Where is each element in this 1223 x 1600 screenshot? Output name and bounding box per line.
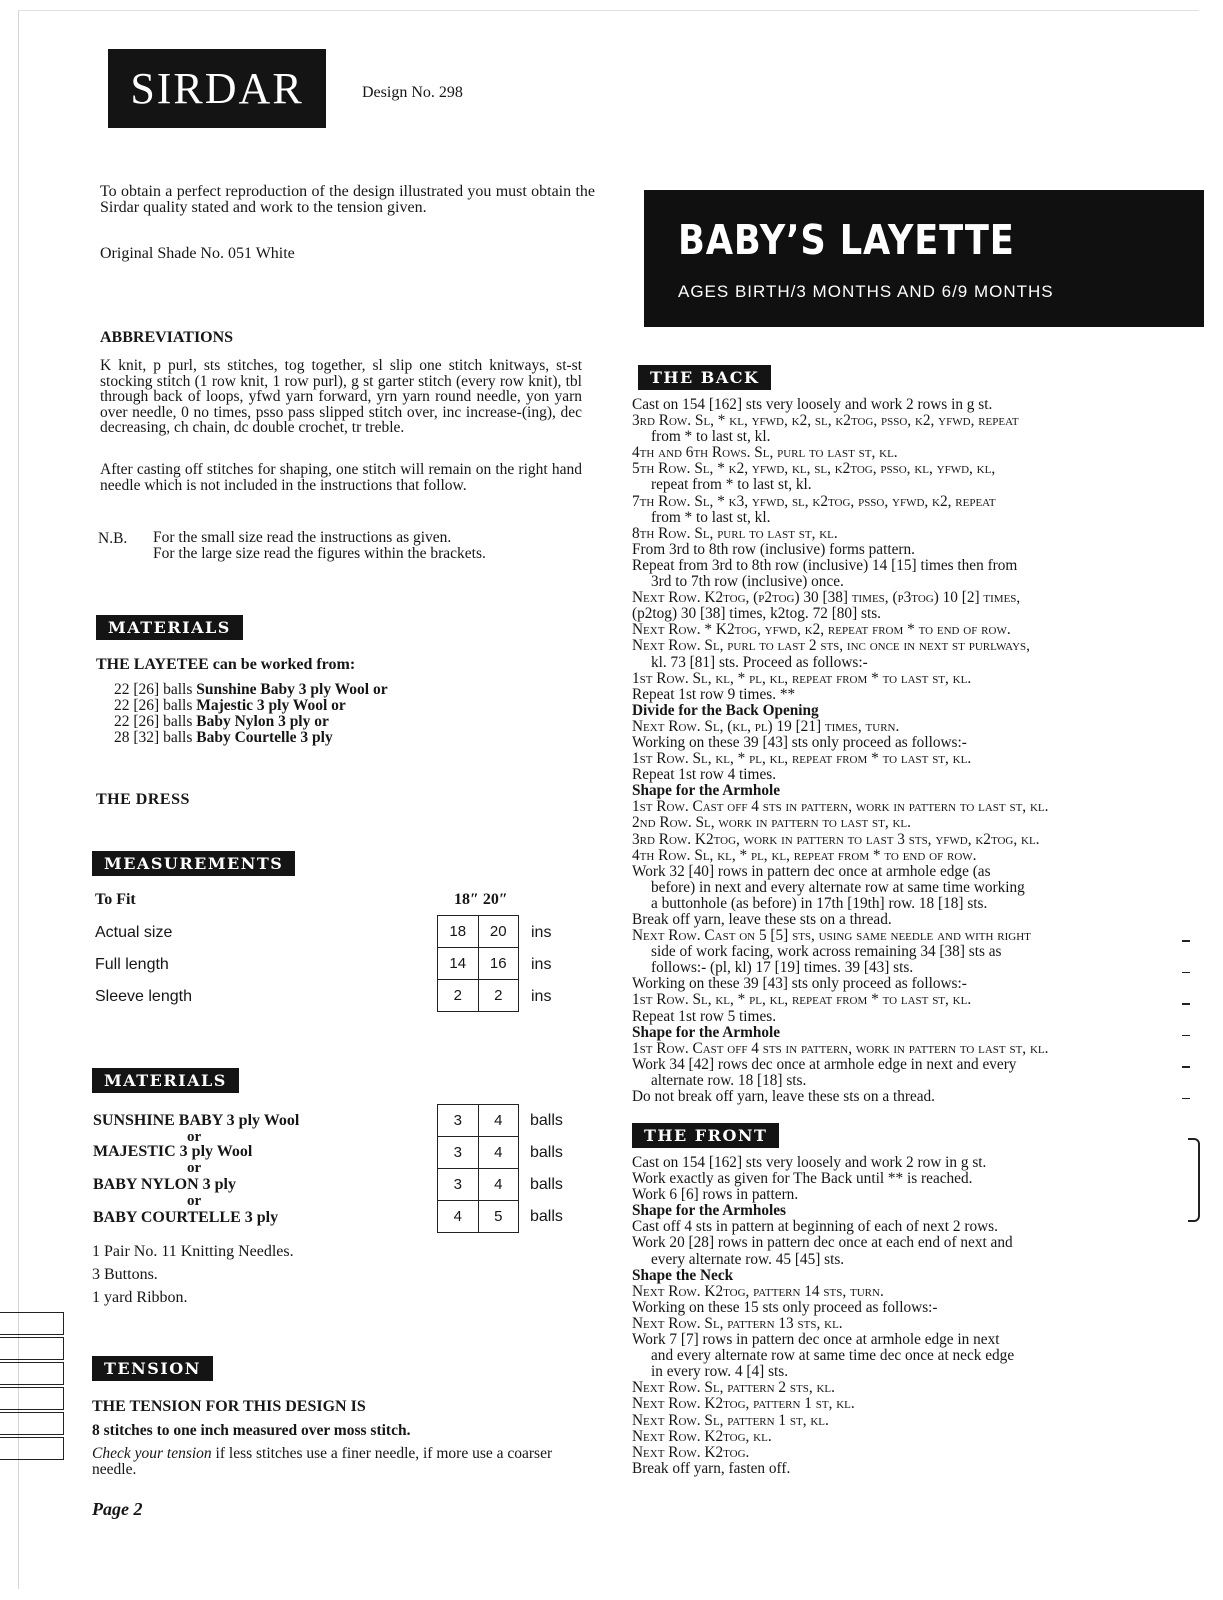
staple-clip: [1188, 1138, 1200, 1222]
tab-marker: [0, 1387, 64, 1410]
table-cell: 20: [478, 916, 519, 948]
tab-marker: [0, 1362, 64, 1385]
tab-marker: [0, 1437, 64, 1460]
instruction-line: From 3rd to 8th row (inclusive) forms pattern.: [632, 540, 915, 558]
extra-item: 1 yard Ribbon.: [92, 1289, 188, 1306]
instruction-line: 1st Row. Sl, kl, * pl, kl, repeat from * to last st, kl.: [632, 991, 972, 1009]
tension-check: Check your tension if less stitches use a finer needle, if more use a coarser needle.: [92, 1445, 553, 1478]
intro-text: To obtain a perfect reproduction of the design illustrated you must obtain the Sirdar quality stated and work to the tension given.: [100, 183, 595, 216]
instruction-line: Repeat 1st row 4 times.: [632, 766, 777, 784]
abbreviations-heading: ABBREVIATIONS: [100, 329, 234, 346]
table-cell: 3: [438, 1137, 479, 1169]
instruction-line: Cast off 4 sts in pattern at beginning of each of next 2 rows.: [632, 1218, 998, 1236]
shaping-note: After casting off stitches for shaping, one stitch will remain on the right hand needle which is not included in the instructions that follow.: [100, 461, 582, 494]
instruction-line: 8th Row. Sl, purl to last st, kl.: [632, 524, 838, 542]
original-shade: Original Shade No. 051 White: [100, 245, 295, 262]
or-label: or: [187, 1129, 202, 1145]
to-fit-label: To Fit: [95, 891, 136, 908]
front-heading: THE FRONT: [632, 1123, 779, 1148]
instruction-line: Next Row. Sl, pattern 13 sts, kl.: [632, 1314, 843, 1332]
instruction-subheading: Shape for the Armhole: [632, 782, 781, 800]
instruction-line: Work 20 [28] rows in pattern dec once at each end of next and: [632, 1234, 1013, 1252]
instruction-line: Work 34 [42] rows dec once at armhole edge in next and every: [632, 1055, 1017, 1073]
instruction-line: alternate row. 18 [18] sts.: [651, 1071, 807, 1089]
material-line: 22 [26] balls Baby Nylon 3 ply or: [114, 713, 329, 730]
back-instructions: [632, 397, 1120, 1105]
table-cell: 2: [438, 980, 479, 1012]
unit-label: ins: [531, 988, 552, 1005]
instruction-line: Repeat 1st row 5 times.: [632, 1007, 777, 1025]
instruction-line: 1st Row. Sl, kl, * pl, kl, repeat from * to last st, kl.: [632, 669, 972, 687]
instruction-line: from * to last st, kl.: [651, 508, 771, 526]
edge-mark: [1182, 1066, 1190, 1068]
measurements-heading: MEASUREMENTS: [92, 851, 295, 876]
instruction-line: Next Row. K2tog.: [632, 1443, 750, 1461]
size-header: 18″ 20″: [454, 891, 508, 908]
material-line: 22 [26] balls Sunshine Baby 3 ply Wool or: [114, 681, 388, 698]
nb-label: N.B.: [98, 530, 128, 547]
instruction-line: Break off yarn, leave these sts on a thread.: [632, 911, 892, 928]
instruction-subheading: Shape for the Armholes: [632, 1202, 786, 1220]
table-cell: 14: [438, 948, 479, 980]
instruction-line: Working on these 39 [43] sts only proceed as follows:-: [632, 975, 967, 993]
table-cell: 2: [478, 980, 519, 1012]
instruction-subheading: Divide for the Back Opening: [632, 701, 819, 719]
instruction-line: 4th and 6th Rows. Sl, purl to last st, kl.: [632, 444, 898, 462]
instruction-line: kl. 73 [81] sts. Proceed as follows:-: [651, 653, 868, 671]
measurements-table: [437, 915, 519, 1012]
instruction-line: Work 32 [40] rows in pattern dec once at armhole edge (as: [632, 862, 991, 880]
instruction-line: every alternate row. 45 [45] sts.: [651, 1250, 845, 1268]
table-cell: 3: [438, 1169, 479, 1201]
front-instructions: [632, 1155, 1120, 1477]
instruction-line: Work 6 [6] rows in pattern.: [632, 1186, 799, 1204]
or-label: or: [187, 1193, 202, 1209]
yarn-name: BABY COURTELLE 3 ply: [93, 1209, 279, 1226]
edge-mark: [1182, 972, 1190, 974]
instruction-line: Next Row. K2tog, pattern 1 st, kl.: [632, 1395, 855, 1413]
instruction-line: Next Row. Cast on 5 [5] sts, using same needle and with right: [632, 927, 1031, 945]
table-cell: 4: [478, 1169, 519, 1201]
instruction-line: Cast on 154 [162] sts very loosely and work 2 row in g st.: [632, 1154, 987, 1171]
instruction-line: Next Row. K2tog, (p2tog) 30 [38] times, (p3tog) 10 [2] times,: [632, 589, 1021, 607]
instruction-line: Next Row. K2tog, pattern 14 sts, turn.: [632, 1282, 884, 1300]
table-cell: 4: [478, 1137, 519, 1169]
title-banner: [644, 190, 1204, 327]
instruction-line: 1st Row. Sl, kl, * pl, kl, repeat from * to last st, kl.: [632, 750, 972, 768]
instruction-line: 1st Row. Cast off 4 sts in pattern, work in pattern to last st, kl.: [632, 798, 1049, 816]
instruction-line: 1st Row. Cast off 4 sts in pattern, work in pattern to last st, kl.: [632, 1039, 1049, 1057]
tab-marker: [0, 1312, 64, 1335]
instruction-line: (p2tog) 30 [38] times, k2tog. 72 [80] sts.: [632, 605, 881, 623]
page-number: Page 2: [92, 1499, 143, 1519]
instruction-line: Repeat 1st row 9 times. **: [632, 685, 796, 703]
materials-list: [114, 682, 388, 746]
table-cell: 16: [478, 948, 519, 980]
instruction-line: and every alternate row at same time dec once at neck edge: [651, 1347, 1015, 1365]
instruction-line: Work exactly as given for The Back until ** is reached.: [632, 1170, 973, 1188]
table-cell: 4: [438, 1201, 479, 1233]
nb-text: [153, 530, 593, 562]
banner-title: BABY’S LAYETTE: [678, 216, 1015, 264]
table-cell: 4: [478, 1105, 519, 1137]
instruction-line: 7th Row. Sl, * k3, yfwd, sl, k2tog, psso, yfwd, k2, repeat: [632, 492, 996, 510]
instruction-line: 3rd Row. K2tog, work in pattern to last 3 sts, yfwd, k2tog, kl.: [632, 830, 1040, 848]
full-length-label: Full length: [95, 956, 169, 973]
instruction-line: Next Row. Sl, pattern 2 sts, kl.: [632, 1379, 835, 1397]
dress-title: THE DRESS: [96, 791, 190, 808]
instruction-line: Break off yarn, fasten off.: [632, 1459, 791, 1477]
table-cell: 3: [438, 1105, 479, 1137]
edge-mark: [1182, 940, 1190, 942]
instruction-line: Next Row. Sl, (kl, pl) 19 [21] times, turn.: [632, 717, 900, 735]
abbreviations-text: K knit, p purl, sts stitches, tog together, sl slip one stitch knitways, st-st stocking stitch (1 row knit, 1 row purl), g st garter stitch (every row knit), tbl through back of loops, yfwd yarn forward, yrn yarn round needle, yon yarn over needle, 0 no times, psso pass slipped stitch over, inc increase-(ing), dec decreasing, ch chain, dc double crochet, tr treble.: [100, 357, 582, 436]
instruction-line: 3rd to 7th row (inclusive) once.: [651, 573, 844, 591]
back-heading: THE BACK: [638, 365, 771, 390]
table-cell: 18: [438, 916, 479, 948]
instruction-line: in every row. 4 [4] sts.: [651, 1363, 789, 1381]
actual-size-label: Actual size: [95, 924, 173, 941]
instruction-line: a buttonhole (as before) in 17th [19th] row. 18 [18] sts.: [651, 894, 988, 912]
unit-label: balls: [530, 1144, 563, 1161]
tension-gauge: 8 stitches to one inch measured over moss stitch.: [92, 1422, 411, 1439]
tab-marker: [0, 1412, 64, 1435]
edge-marks: [1182, 940, 1190, 1129]
instruction-line: Working on these 39 [43] sts only proceed as follows:-: [632, 733, 967, 751]
instruction-subheading: Shape the Neck: [632, 1266, 734, 1284]
materials-heading-2: MATERIALS: [92, 1068, 239, 1093]
instruction-line: 2nd Row. Sl, work in pattern to last st, kl.: [632, 814, 911, 832]
sirdar-logo: [108, 49, 326, 128]
tab-marker: [0, 1337, 64, 1360]
nb-line-1: For the small size read the instructions as given.: [153, 529, 452, 546]
instruction-line: Working on these 15 sts only proceed as follows:-: [632, 1298, 938, 1316]
unit-label: ins: [531, 924, 552, 941]
unit-label: ins: [531, 956, 552, 973]
or-label: or: [187, 1160, 202, 1176]
edge-mark: [1182, 1003, 1190, 1005]
design-number: Design No. 298: [362, 84, 463, 101]
instruction-line: Next Row. K2tog, kl.: [632, 1427, 772, 1445]
banner-subtitle: AGES BIRTH/3 MONTHS AND 6/9 MONTHS: [678, 282, 1054, 301]
materials-heading: MATERIALS: [96, 615, 243, 640]
tension-title: THE TENSION FOR THIS DESIGN IS: [92, 1398, 366, 1415]
instruction-line: 3rd Row. Sl, * kl, yfwd, k2, sl, k2tog, psso, k2, yfwd, repeat: [632, 412, 1019, 430]
material-line: 28 [32] balls Baby Courtelle 3 ply: [114, 729, 333, 746]
edge-mark: [1182, 1035, 1190, 1037]
unit-label: balls: [530, 1176, 563, 1193]
instruction-line: before) in next and every alternate row at same time working: [651, 878, 1025, 896]
table-cell: 5: [478, 1201, 519, 1233]
instruction-line: Next Row. Sl, pattern 1 st, kl.: [632, 1411, 829, 1429]
edge-mark: [1182, 1098, 1190, 1100]
extras-list: [92, 1240, 294, 1309]
instruction-line: Next Row. Sl, purl to last 2 sts, inc once in next st purlways,: [632, 637, 1030, 655]
materials-lead: THE LAYETEE can be worked from:: [96, 656, 356, 673]
material-line: 22 [26] balls Majestic 3 ply Wool or: [114, 697, 346, 714]
instruction-subheading: Shape for the Armhole: [632, 1023, 781, 1041]
sleeve-length-label: Sleeve length: [95, 988, 192, 1005]
instruction-line: Do not break off yarn, leave these sts on a thread.: [632, 1088, 936, 1106]
unit-label: balls: [530, 1208, 563, 1225]
instruction-line: 4th Row. Sl, kl, * pl, kl, repeat from * to end of row.: [632, 846, 977, 864]
extra-item: 3 Buttons.: [92, 1266, 158, 1283]
instruction-line: repeat from * to last st, kl.: [651, 476, 812, 494]
instruction-line: follows:- (pl, kl) 17 [19] times. 39 [43] sts.: [651, 959, 914, 977]
instruction-line: 5th Row. Sl, * k2, yfwd, kl, sl, k2tog, psso, kl, yfwd, kl,: [632, 460, 996, 478]
yarn-name: BABY NYLON 3 ply: [93, 1176, 236, 1193]
yarn-name: MAJESTIC 3 ply Wool: [93, 1143, 253, 1160]
instruction-line: from * to last st, kl.: [651, 428, 771, 446]
instruction-line: side of work facing, work across remaining 34 [38] sts as: [651, 943, 1002, 961]
binder-tabs: [0, 1312, 64, 1462]
yarn-quantity-table: [437, 1104, 519, 1233]
unit-label: balls: [530, 1112, 563, 1129]
tension-heading: TENSION: [92, 1356, 213, 1381]
nb-line-2: For the large size read the figures within the brackets.: [153, 545, 486, 562]
instruction-line: Cast on 154 [162] sts very loosely and work 2 rows in g st.: [632, 396, 993, 413]
instruction-line: Next Row. * K2tog, yfwd, k2, repeat from * to end of row.: [632, 621, 1011, 639]
instruction-line: Repeat from 3rd to 8th row (inclusive) 14 [15] times then from: [632, 556, 1018, 574]
instruction-line: Work 7 [7] rows in pattern dec once at armhole edge in next: [632, 1331, 1000, 1349]
yarn-name: SUNSHINE BABY 3 ply Wool: [93, 1112, 300, 1129]
extra-item: 1 Pair No. 11 Knitting Needles.: [92, 1243, 294, 1260]
logo-text: SIRDAR: [130, 64, 304, 113]
